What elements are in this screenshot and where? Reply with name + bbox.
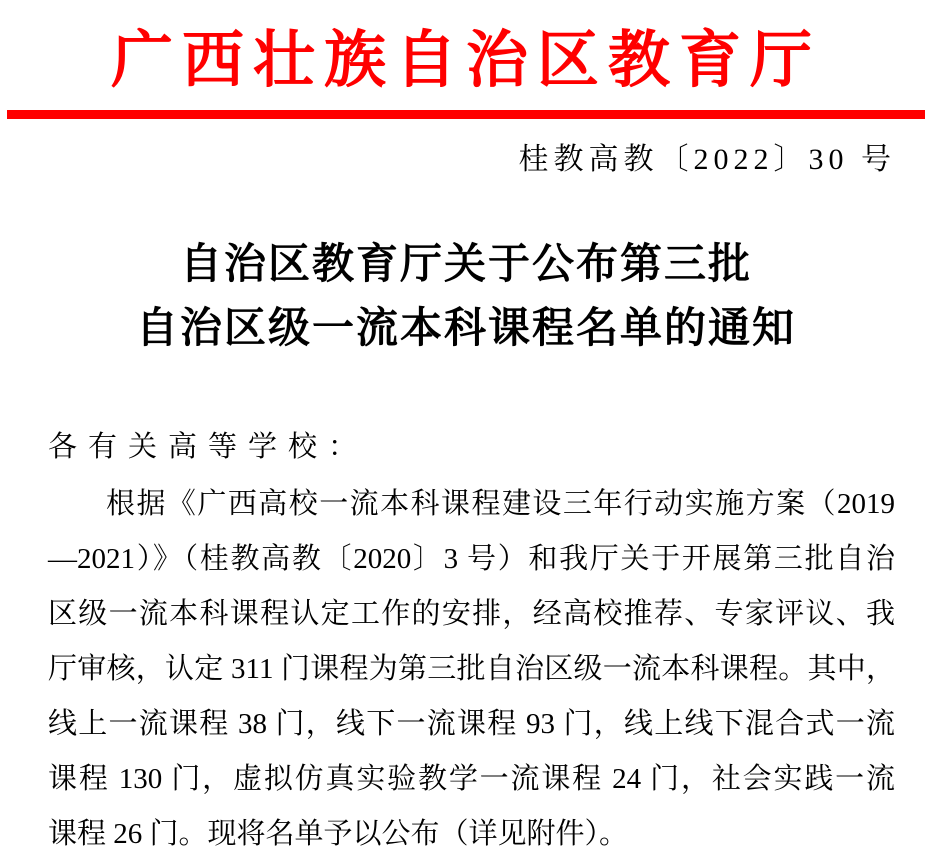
- document-title-line-2: 自治区级一流本科课程名单的通知: [135, 306, 796, 352]
- document-title: [0, 233, 932, 361]
- body-line: 课程 130 门，虚拟仿真实验教学一流课程 24 门，社会实践一流: [48, 763, 895, 795]
- body-line: 线上一流课程 38 门，线下一流课程 93 门，线上线下混合式一流: [48, 708, 895, 740]
- agency-name: 广西壮族自治区教育厅: [110, 27, 821, 95]
- body-line: 根据《广西高校一流本科课程建设三年行动实施方案（2019: [106, 488, 895, 520]
- body-line: 厅审核，认定 311 门课程为第三批自治区级一流本科课程。其中，: [48, 653, 895, 685]
- document-number: 桂教高教〔2022〕30 号: [518, 143, 896, 176]
- body-line: 课程 26 门。现将名单予以公布（详见附件）。: [48, 818, 629, 850]
- main-paragraph: [48, 477, 895, 862]
- salutation: 各有关高等学校：: [48, 431, 369, 463]
- red-divider: [7, 110, 925, 119]
- body-line: —2021）》（桂教高教〔2020〕3 号）和我厅关于开展第三批自治: [48, 543, 895, 575]
- document-title-line-1: 自治区教育厅关于公布第三批: [179, 242, 752, 288]
- body-line: 区级一流本科课程认定工作的安排，经高校推荐、专家评议、我: [48, 598, 895, 630]
- document-body: [48, 420, 895, 862]
